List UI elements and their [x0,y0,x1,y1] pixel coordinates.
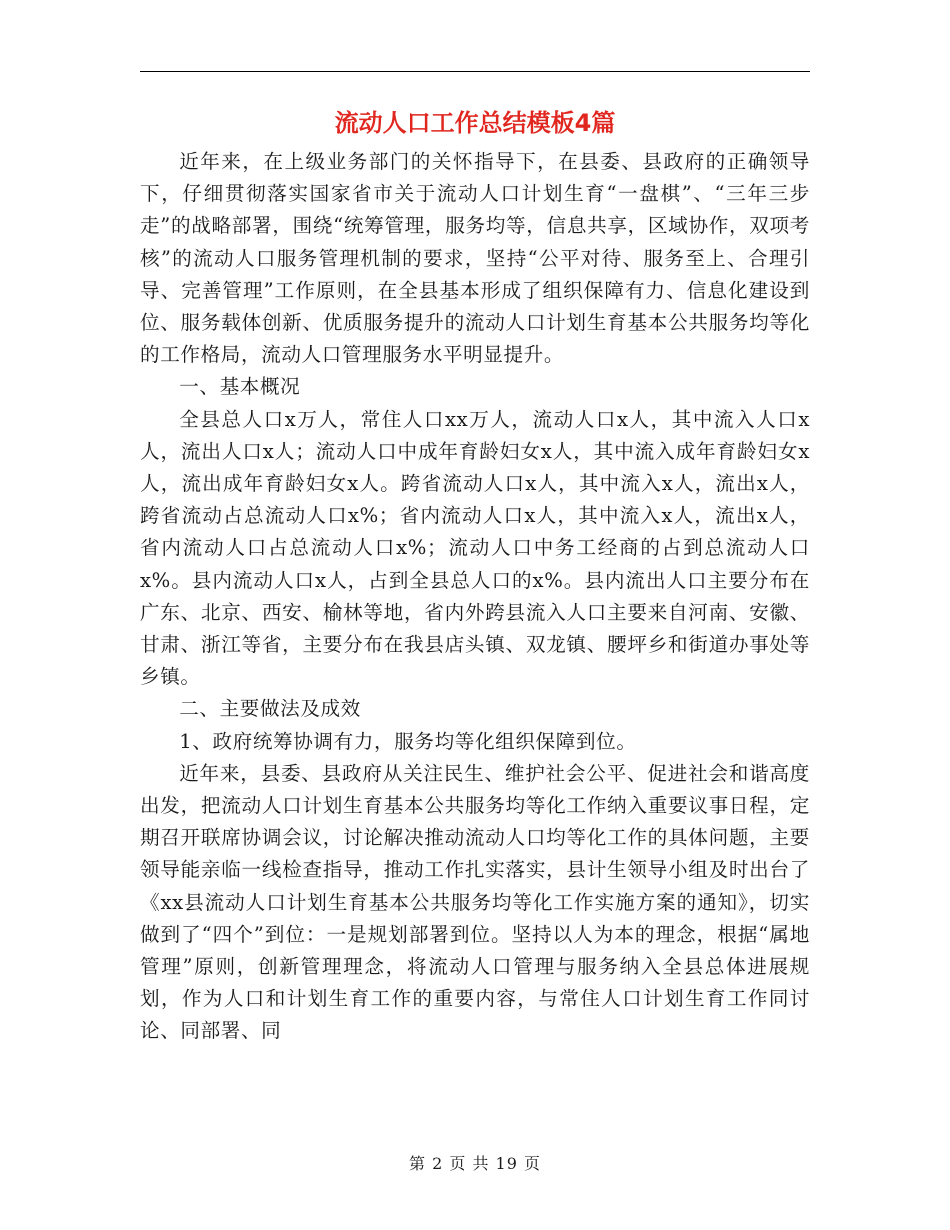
paragraph-intro: 近年来，在上级业务部门的关怀指导下，在县委、县政府的正确领导下，仔细贯彻落实国家省市关于流动人口计划生育“一盘棋”、“三年三步走”的战略部署，围绕“统筹管理，服务均等，信息共享，区域协作，双项考核”的流动人口服务管理机制的要求，坚持“公平对待、服务至上、合理引导、完善管理”工作原则，在全县基本形成了组织保障有力、信息化建设到位、服务载体创新、优质服务提升的流动人口计划生育基本公共服务均等化的工作格局，流动人口管理服务水平明显提升。 [140,150,810,367]
section-heading-practices: 二、主要做法及成效 [179,697,361,721]
paragraph-practices: 近年来，县委、县政府从关注民生、维护社会公平、促进社会和谐高度出发，把流动人口计划生育基本公共服务均等化工作纳入重要议事日程，定期召开联席协调会议，讨论解决推动流动人口均等化工作的具体问题，主要领导能亲临一线检查指导，推动工作扎实落实，县计生领导小组及时出台了《xx县流动人口计划生育基本公共服务均等化工作实施方案的通知》，切实做到了“四个”到位：一是规划部署到位。坚持以人为本的理念，根据“属地管理”原则，创新管理理念，将流动人口管理与服务纳入全县总体进展规划，作为人口和计划生育工作的重要内容，与常住人口计划生育工作同讨论、同部署、同 [140,761,810,1043]
section-heading-overview: 一、基本概况 [179,375,301,399]
document-title: 流动人口工作总结模板4篇 [334,109,616,137]
header-rule [140,71,810,72]
document-body [140,146,810,1048]
subsection-heading-1: 1、政府统筹协调有力，服务均等化组织保障到位。 [179,729,637,753]
paragraph-overview: 全县总人口x万人，常住人口xx万人，流动人口x人，其中流入人口x人，流出人口x人；流动人口中成年育龄妇女x人，其中流入成年育龄妇女x人，流出成年育龄妇女x人。跨省流动人口x人，其中流入x人，流出x人，跨省流动占总流动人口x%；省内流动人口x人，其中流入x人，流出x人，省内流动人口占总流动人口x%；流动人口中务工经商的占到总流动人口x%。县内流动人口x人，占到全县总人口的x%。县内流出人口主要分布在广东、北京、西安、榆林等地，省内外跨县流入人口主要来自河南、安徽、甘肃、浙江等省，主要分布在我县店头镇、双龙镇、腰坪乡和街道办事处等乡镇。 [140,407,810,689]
page-number: 第 2 页 共 19 页 [409,1154,541,1173]
